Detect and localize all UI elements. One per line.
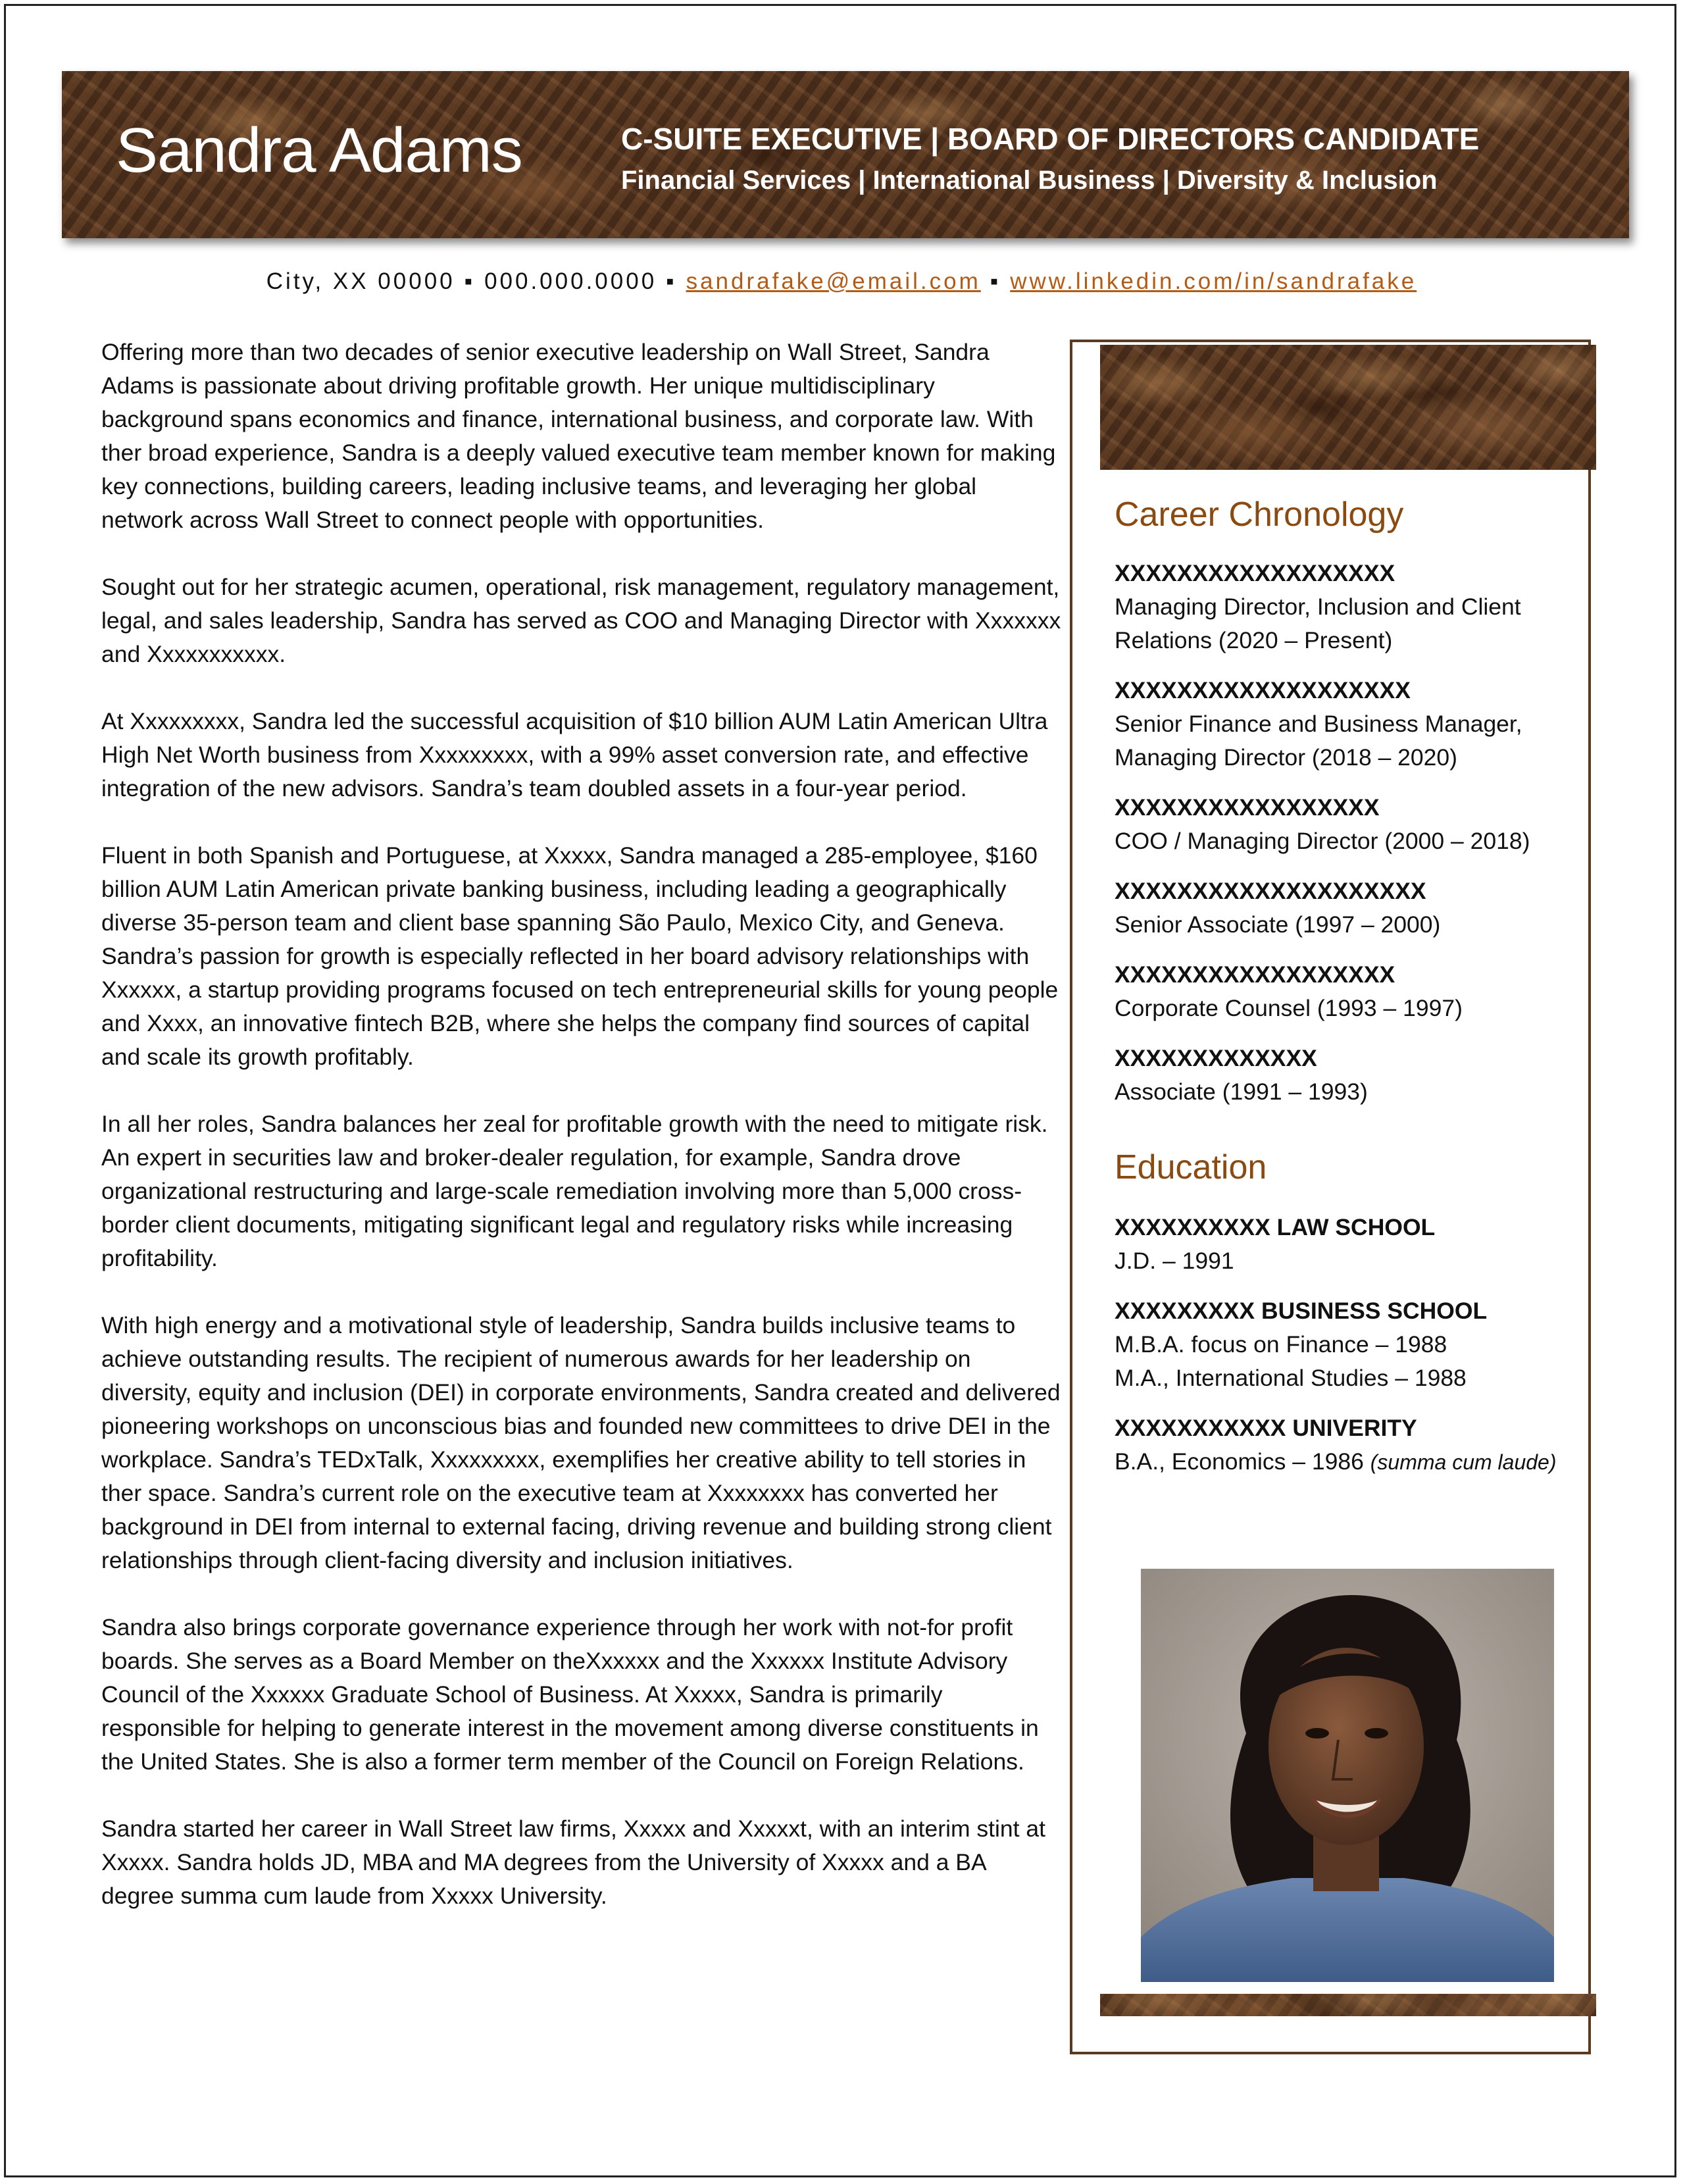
career-role: Senior Finance and Business Manager, Managing Director (2018 – 2020) [1115,711,1522,771]
education-entry [1115,1294,1575,1395]
linkedin-link[interactable]: www.linkedin.com/in/sandrafake [1010,268,1417,294]
separator-icon: ▪ [666,268,677,294]
summary-paragraph: Sought out for her strategic acumen, operational, risk management, regulatory management, legal, and sales leadership, Sandra has served as COO and Managing Director with Xxxxxxx and Xxxxxxxxxxx. [101,574,1061,667]
summary-body [101,336,1062,1946]
career-entry [1115,791,1575,858]
career-entry [1115,1042,1575,1109]
education-degree: M.A., International Studies – 1988 [1115,1365,1467,1391]
education-entry [1115,1211,1575,1278]
headline-title: C-SUITE EXECUTIVE | BOARD OF DIRECTORS CANDIDATE [621,122,1480,156]
education-school: XXXXXXXXXXX UNIVERITY [1115,1415,1417,1441]
career-role: Corporate Counsel (1993 – 1997) [1115,995,1463,1021]
contact-location: City, XX 00000 [266,268,455,294]
summary-paragraph: Sandra also brings corporate governance experience through her work with not-for profit boards. She serves as a Board Member on theXxxxxx and the Xxxxxx Institute Advisory Council of the Xxxxxx Graduate School of Business. At Xxxxx, Sandra is primarily responsible for helping to generate interest in the movement among diverse constituents in the United States. She is also a former term member of the Council on Foreign Relations. [101,1614,1039,1775]
candidate-name: Sandra Adams [116,115,522,186]
career-org: XXXXXXXXXXXXXXXXX [1115,794,1380,821]
summary-paragraph: In all her roles, Sandra balances her zeal for profitable growth with the need to mitigate risk. An expert in securities law and broker-dealer regulation, for example, Sandra drove organizational restructuring and large-scale remediation involving more than 5,000 cross-border client documents, mitigating significant legal and regulatory risks while increasing profitability. [101,1111,1048,1271]
summary-paragraph: Offering more than two decades of senior executive leadership on Wall Street, Sandra Adams is passionate about driving profitable growth. Her unique multidisciplinary background spans economics and finance, international business, and corporate law. With ther broad experience, Sandra is a deeply valued executive team member known for making key connections, building careers, leading inclusive teams, and leveraging her global network across Wall Street to connect people with opportunities. [101,339,1056,533]
education-entry [1115,1411,1575,1479]
portrait-icon [1141,1569,1554,1982]
sidebar-bottom-strip [1100,1994,1596,2016]
summary-paragraph: Sandra started her career in Wall Street law firms, Xxxxx and Xxxxxt, with an interim stint at Xxxxx. Sandra holds JD, MBA and MA degrees from the University of Xxxxx and a BA degree summa cum laude from Xxxxx University. [101,1816,1045,1909]
contact-phone: 000.000.0000 [484,268,657,294]
separator-icon: ▪ [464,268,476,294]
career-org: XXXXXXXXXXXXXXXXXX [1115,560,1395,586]
education-degree: J.D. – 1991 [1115,1248,1234,1274]
career-org: XXXXXXXXXXXXXXXXXXX [1115,677,1411,703]
sidebar-banner-image [1100,345,1596,470]
career-entry [1115,875,1575,942]
career-heading: Career Chronology [1115,495,1404,534]
career-role: Senior Associate (1997 – 2000) [1115,911,1441,938]
career-list [1115,557,1575,1125]
career-role: Managing Director, Inclusion and Client Relations (2020 – Present) [1115,594,1521,653]
career-org: XXXXXXXXXXXXXXXXXXXX [1115,878,1426,904]
email-link[interactable]: sandrafake@email.com [686,268,981,294]
contact-line [0,268,1683,295]
career-role: COO / Managing Director (2000 – 2018) [1115,828,1530,854]
headline-subtitle: Financial Services | International Business | Diversity & Inclusion [621,166,1438,195]
education-school: XXXXXXXXX BUSINESS SCHOOL [1115,1298,1488,1324]
education-degree [1115,1445,1575,1479]
summary-paragraph: Fluent in both Spanish and Portuguese, at Xxxxx, Sandra managed a 285-employee, $160 billion AUM Latin American private banking business, including leading a geographically diverse 35-person team and client base spanning São Paulo, Mexico City, and Geneva. Sandra’s passion for growth is especially reflected in her board advisory relationships with Xxxxxx, a startup providing programs focused on tech entrepreneurial skills for young people and Xxxx, an innovative fintech B2B, where she helps the company find sources of capital and scale its growth profitably. [101,842,1059,1070]
header-banner [62,71,1629,238]
summary-paragraph: With high energy and a motivational style of leadership, Sandra builds inclusive teams to achieve outstanding results. The recipient of numerous awards for her leadership on diversity, equity and inclusion (DEI) in corporate environments, Sandra created and delivered pioneering workshops on unconscious bias and founded new committees to drive DEI in the workplace. Sandra’s TEDxTalk, Xxxxxxxxx, exemplifies her creative ability to tell stories in ther space. Sandra’s current role on the executive team at Xxxxxxxx has converted her background in DEI from internal to external facing, driving revenue and building strong client relationships through client-facing diversity and inclusion initiatives. [101,1312,1061,1573]
education-degree: M.B.A. focus on Finance – 1988 [1115,1331,1447,1358]
career-role: Associate (1991 – 1993) [1115,1079,1368,1105]
education-list [1115,1211,1575,1496]
career-entry [1115,958,1575,1025]
career-entry [1115,674,1575,775]
career-org: XXXXXXXXXXXXX [1115,1045,1317,1071]
education-school: XXXXXXXXXX LAW SCHOOL [1115,1214,1436,1240]
separator-icon: ▪ [990,268,1001,294]
headshot-photo [1141,1569,1554,1982]
education-heading: Education [1115,1148,1267,1186]
education-degree-text: B.A., Economics – 1986 [1115,1448,1364,1475]
career-org: XXXXXXXXXXXXXXXXXX [1115,961,1395,988]
honors-note: (summa cum laude) [1370,1450,1557,1474]
career-entry [1115,557,1575,657]
summary-paragraph: At Xxxxxxxxx, Sandra led the successful acquisition of $10 billion AUM Latin American Ultra High Net Worth business from Xxxxxxxxx, with a 99% asset conversion rate, and effective integration of the new advisors. Sandra’s team doubled assets in a four-year period. [101,708,1048,801]
